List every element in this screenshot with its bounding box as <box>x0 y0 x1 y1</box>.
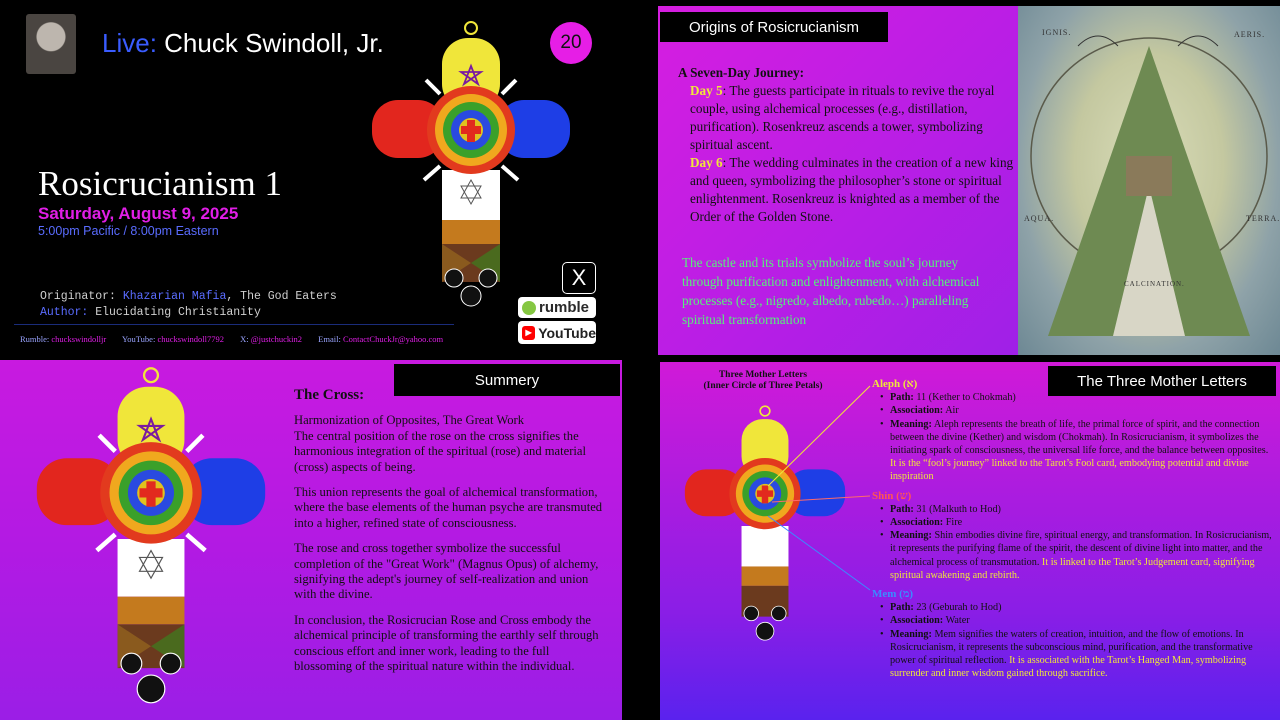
x-button[interactable]: X <box>562 262 596 294</box>
rose-cross-image <box>28 366 274 712</box>
summery-text: The Cross: Harmonization of Opposites, The Great Work The central position of the rose on the cross signifies the harmonious integration of the spiritual (rose) and material (cross) aspects of being. This union represents the goal of alchemical transformation, where the base elements of the human psyche are transmuted into a higher, refined state of consciousness. The rose and cross together symbolize the successful completion of the "Great Work" (Magnus Opus) of alchemy, signifying the adept's journey of self-realization and union with the divine. In conclusion, the Rosicrucian Rose and Cross embody the alchemical principle of transforming the earthly self through conscious effort and inner work, leading to the full blossoming of the spiritual nature within the individual. <box>294 387 603 674</box>
youtube-button[interactable]: ▶ YouTube <box>518 321 596 344</box>
mem-heading: Mem (מ) <box>872 588 914 601</box>
mother-letters-panel <box>660 362 1280 720</box>
live-label: Live: <box>102 28 157 58</box>
divider <box>14 324 454 325</box>
avatar <box>26 14 76 74</box>
origins-text: A Seven-Day Journey: Day 5: The guests participate in rituals to revive the royal couple, using alchemical processes (e.g., distillation, purification). Rosenkreuz ascends a tower, symbolizing spiritual ascent. Day 6: The wedding culminates in the creation of a new king and queen, symbolizing the philosopher’s stone or spiritual enlightenment. Rosenkreuz is knighted as a member of the Order of the Golden Stone. <box>678 65 1014 224</box>
title-panel <box>0 0 640 355</box>
event-date: Saturday, August 9, 2025 <box>38 204 239 223</box>
host-name: Chuck Swindoll, Jr. <box>164 28 384 58</box>
email-link[interactable]: ContactChuckJr@yahoo.com <box>342 334 444 344</box>
mother-letters-text: Aleph (א) • Path: 11 (Kether to Chokmah) • Association: Air • Meaning: Aleph represents the breath of life, the primal force of spirit, and the connection between the divine (Kether) and wisdom (Chokmah). In Rosicrucianism, it symbolizes the initiating spark of consciousness, the universal life force, and the balance between opposites. It is the “fool’s journey” linked to the Tarot’s Fool card, embodying potential and divine inspiration Shin (ש) • Path: 31 (Malkuth to Hod) • Association: Fire • Meaning: Shin embodies divine fire, spiritual energy, and transformation. In Rosicrucianism, it represents the purifying flame of the spirit, the descent of divine light into matter, and the alchemical process of transmutation. It is linked to the Tarot’s Judgement card, signifying spiritual awakening and rebirth. Mem (מ) • Path: 23 (Geburah to Hod) • Association: Water • Meaning: Mem signifies the waters of creation, intuition, and the flow of emotions. In Rosicrucianism, it represents the subconscious mind, purification, and the transformative power of spiritual reflection. It is associated with the Tarot’s Hanged Man, symbolizing surrender and inner wisdom gained through sacrifice. <box>872 378 1272 680</box>
play-icon: ▶ <box>522 326 535 340</box>
page-title: Rosicrucianism 1 <box>38 164 282 203</box>
live-host <box>102 28 384 59</box>
event-time: 5:00pm Pacific / 8:00pm Eastern <box>38 224 219 238</box>
origins-header: Origins of Rosicrucianism <box>660 12 888 42</box>
mother-letters-subtitle: Three Mother Letters (Inner Circle of Three Petals) <box>703 370 823 391</box>
youtube-link[interactable]: chuckswindoll7792 <box>157 334 225 344</box>
origins-panel <box>658 6 1280 355</box>
contact-links: Rumble: chuckswindolljr YouTube: chuckswindoll7792 X: @justchuckin2 Email: ContactChuckJr@yahoo.com <box>20 334 444 344</box>
summery-panel <box>0 360 622 720</box>
summery-header: Summery <box>394 364 620 396</box>
author-line: Author: Elucidating Christianity <box>40 306 261 319</box>
mother-letters-header: The Three Mother Letters <box>1048 366 1276 396</box>
episode-badge: 20 <box>550 22 592 64</box>
origins-summary: The castle and its trials symbolize the soul’s journey through purification and enlightenment, with alchemical processes (e.g., nigredo, albedo, rubedo…) paralleling spiritual transformation <box>682 255 980 327</box>
rose-cross-image <box>366 20 576 320</box>
shin-heading: Shin (ש) <box>872 489 912 502</box>
rumble-button[interactable]: rumble <box>518 297 596 318</box>
rumble-link[interactable]: chuckswindolljr <box>51 334 107 344</box>
alchemical-engraving: IGNIS. AERIS. AQUA. TERRA. CALCINATION. <box>1018 6 1280 355</box>
aleph-heading: Aleph (א) <box>872 378 918 390</box>
cross-title: The Cross <box>294 387 360 403</box>
x-link[interactable]: @justchuckin2 <box>250 334 303 344</box>
originator-line: Originator: Khazarian Mafia, The God Eaters <box>40 290 337 303</box>
rumble-icon <box>522 301 536 315</box>
